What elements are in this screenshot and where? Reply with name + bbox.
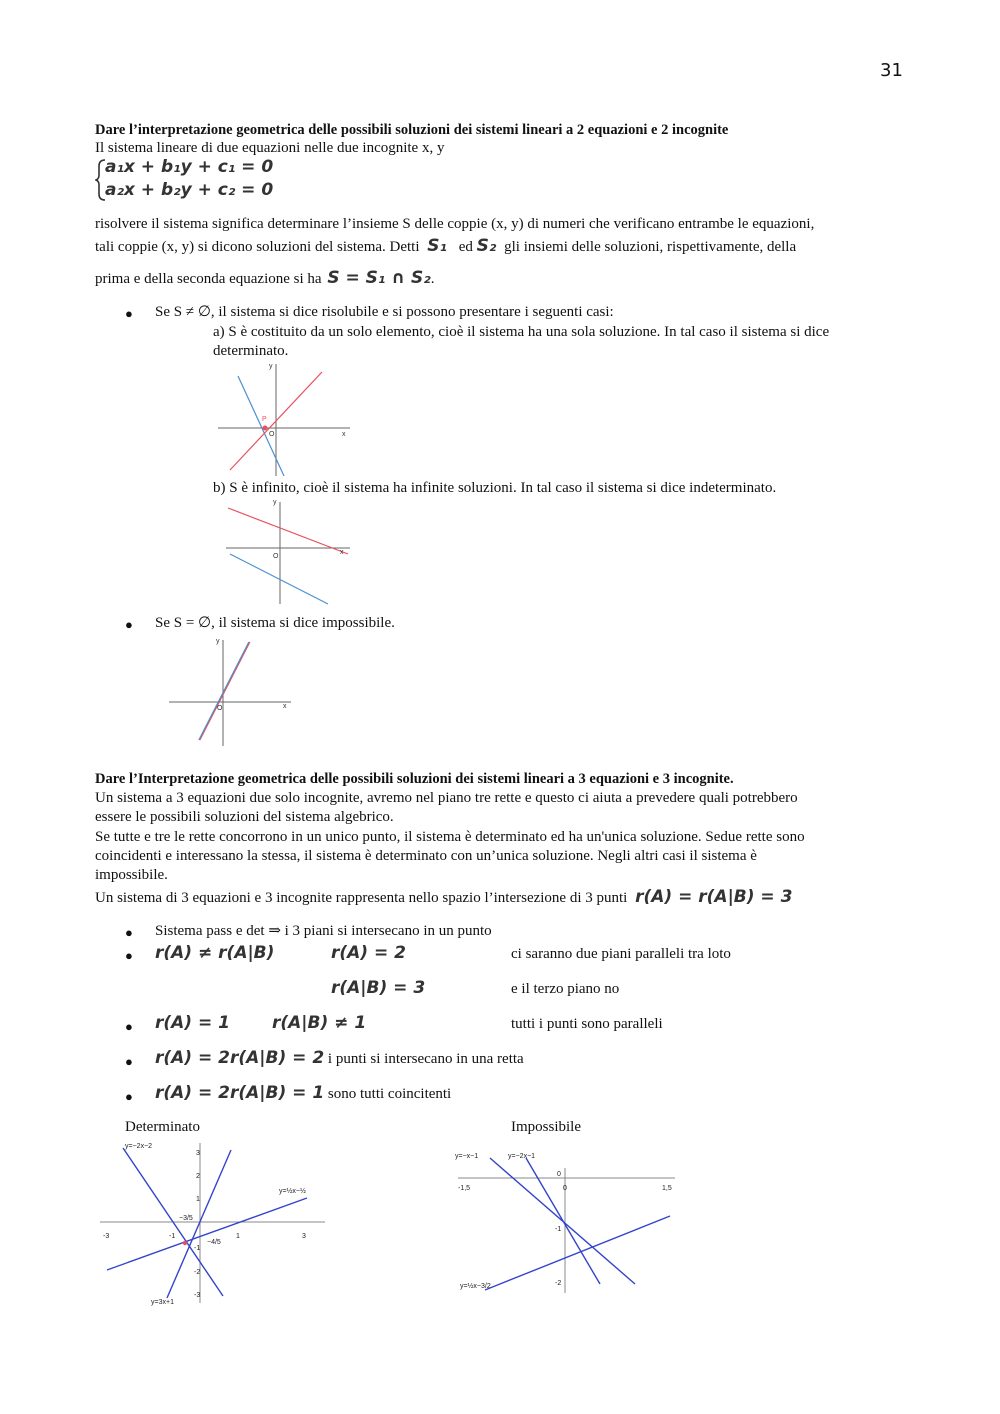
period: . <box>430 271 435 287</box>
axis-y-label: y <box>216 638 220 645</box>
rank-item-text: Sistema pass e det ⇒ i 3 piani si intersecano in un punto <box>155 923 492 939</box>
paragraph-line: risolvere il sistema significa determinare l’insieme S delle coppie (x, y) di numeri che verificano entrambe le equazioni, <box>95 216 815 232</box>
equation-label: y=3x+1 <box>151 1299 174 1306</box>
rank-item-text: sono tutti coincitenti <box>327 1086 452 1102</box>
set-s2: S₂ <box>476 236 497 256</box>
bullet-icon: ● <box>125 306 133 321</box>
rank-item-text: ci saranno due piani paralleli tra loto <box>511 946 731 962</box>
tick-label: -1 <box>194 1245 201 1252</box>
case-b-text: b) S è infinito, cioè il sistema ha infinite soluzioni. In tal caso il sistema si dice indeterminato. <box>213 480 777 496</box>
equation-label: y=−x−1 <box>455 1153 479 1160</box>
bullet-icon: ● <box>125 1019 133 1034</box>
section-2-text: Un sistema di 3 equazioni e 3 incognite rappresenta nello spazio l’intersezione di 3 punti <box>95 890 628 906</box>
origin-label: O <box>273 553 279 560</box>
tick-label: 1 <box>236 1233 240 1240</box>
equation-label: y=½x−½ <box>279 1188 306 1195</box>
graph-three-lines-impossibile <box>450 1148 680 1298</box>
tick-label: -1,5 <box>458 1185 471 1192</box>
tick-label: -1 <box>555 1226 562 1233</box>
section-2-heading: Dare l’Interpretazione geometrica delle possibili soluzioni dei sistemi lineari a 3 equazioni e 3 incognite. <box>95 771 734 787</box>
rank-item-text: i punti si intersecano in una retta <box>327 1051 524 1067</box>
tick-label: 3 <box>302 1233 306 1240</box>
tick-label: -3 <box>194 1292 201 1299</box>
bullet-impossibile: Se S = ∅, il sistema si dice impossibile. <box>155 615 395 631</box>
rank-item-formula: r(A) = 2r(A|B) = 1 <box>155 1083 325 1103</box>
axis-y-label: y <box>273 499 277 506</box>
graph-indeterminato <box>220 494 360 606</box>
axis-y-label: y <box>269 363 273 370</box>
rank-item-formula: r(A) ≠ r(A|B) <box>155 943 275 963</box>
caption-impossibile: Impossibile <box>511 1119 581 1135</box>
bullet-risolubile: Se S ≠ ∅, il sistema si dice risolubile e si possono presentare i seguenti casi: <box>155 304 614 320</box>
intersection-point <box>183 1241 187 1245</box>
section-2-text: impossibile. <box>95 867 168 883</box>
caption-determinato: Determinato <box>125 1119 200 1135</box>
axis-x-label: x <box>342 431 346 438</box>
tick-label: 0 <box>557 1171 561 1178</box>
rank-item-formula: r(A) = 2r(A|B) = 2 <box>155 1048 325 1068</box>
section-1-heading: Dare l’interpretazione geometrica delle possibili soluzioni dei sistemi lineari a 2 equazioni e 2 incognite <box>95 122 729 138</box>
paragraph-text: tali coppie (x, y) si dicono soluzioni del sistema. Detti <box>95 239 420 255</box>
section-2-text: Un sistema a 3 equazioni due solo incognite, avremo nel piano tre rette e questo ci aiuta a prevedere quali potrebbero <box>95 790 798 806</box>
equation-label: y=−2x−2 <box>125 1143 153 1150</box>
rank-formula: r(A) = r(A|B) = 3 <box>635 887 793 907</box>
graph-coincidenti <box>165 634 305 749</box>
word-ed: ed <box>458 239 473 255</box>
case-a-text-cont: determinato. <box>213 343 289 359</box>
bullet-icon: ● <box>125 1089 133 1104</box>
paragraph-text: prima e della seconda equazione si ha <box>95 271 322 287</box>
bullet-icon: ● <box>125 948 133 963</box>
tick-label: 1 <box>196 1196 200 1203</box>
axis-x-label: x <box>283 703 287 710</box>
equation-label: y=½x−3/2 <box>460 1283 491 1290</box>
tick-label: -1 <box>169 1233 176 1240</box>
tick-label: -2 <box>555 1280 562 1287</box>
tick-label: 3 <box>196 1150 200 1157</box>
point-label: P <box>262 416 267 423</box>
case-a-text: a) S è costituito da un solo elemento, cioè il sistema ha una sola soluzione. In tal caso il sistema si dice <box>213 324 830 340</box>
rank-item-text: e il terzo piano no <box>511 981 620 997</box>
section-1-intro: Il sistema lineare di due equazioni nelle due incognite x, y <box>95 140 445 156</box>
rank-item-formula: r(A|B) ≠ 1 <box>272 1013 367 1033</box>
axis-x-label: x <box>340 549 344 556</box>
rank-item-formula: r(A) = 2 <box>331 943 406 963</box>
origin-label: O <box>217 705 223 712</box>
bullet-icon: ● <box>125 925 133 940</box>
origin-label: O <box>269 431 275 438</box>
page-number: 31 <box>880 60 903 81</box>
section-2-text: Se tutte e tre le rette concorrono in un unico punto, il sistema è determinato ed ha un'unica soluzione. Sedue rette sono <box>95 829 805 845</box>
intercept-label: −3/5 <box>179 1215 193 1222</box>
graph-three-lines-determinato <box>95 1138 330 1308</box>
equation-1: a₁x + b₁y + c₁ = 0 <box>105 157 274 177</box>
equation-label: y=−2x−1 <box>508 1153 536 1160</box>
bullet-icon: ● <box>125 617 133 632</box>
paragraph-text: gli insiemi delle soluzioni, rispettivamente, della <box>504 239 797 255</box>
equation-2: a₂x + b₂y + c₂ = 0 <box>105 180 274 200</box>
intersection-point <box>263 426 268 431</box>
bullet-icon: ● <box>125 1054 133 1069</box>
tick-label: 0 <box>563 1185 567 1192</box>
section-2-text: coincidenti e interessano la stessa, il sistema è determinato con un’unica soluzione. Negli altri casi il sistema è <box>95 848 757 864</box>
intercept-label: −4/5 <box>207 1239 221 1246</box>
section-2-text: essere le possibili soluzioni del sistema algebrico. <box>95 809 394 825</box>
tick-label: -2 <box>194 1269 201 1276</box>
rank-item-text: tutti i punti sono paralleli <box>511 1016 663 1032</box>
intersection-formula: S = S₁ ∩ S₂ <box>327 268 431 288</box>
tick-label: 1,5 <box>662 1185 672 1192</box>
tick-label: -3 <box>103 1233 110 1240</box>
equation-system <box>95 158 295 202</box>
rank-item-formula: r(A|B) = 3 <box>331 978 426 998</box>
tick-label: 2 <box>196 1173 200 1180</box>
rank-item-formula: r(A) = 1 <box>155 1013 230 1033</box>
graph-determinato <box>210 358 360 478</box>
set-s1: S₁ <box>427 236 447 256</box>
